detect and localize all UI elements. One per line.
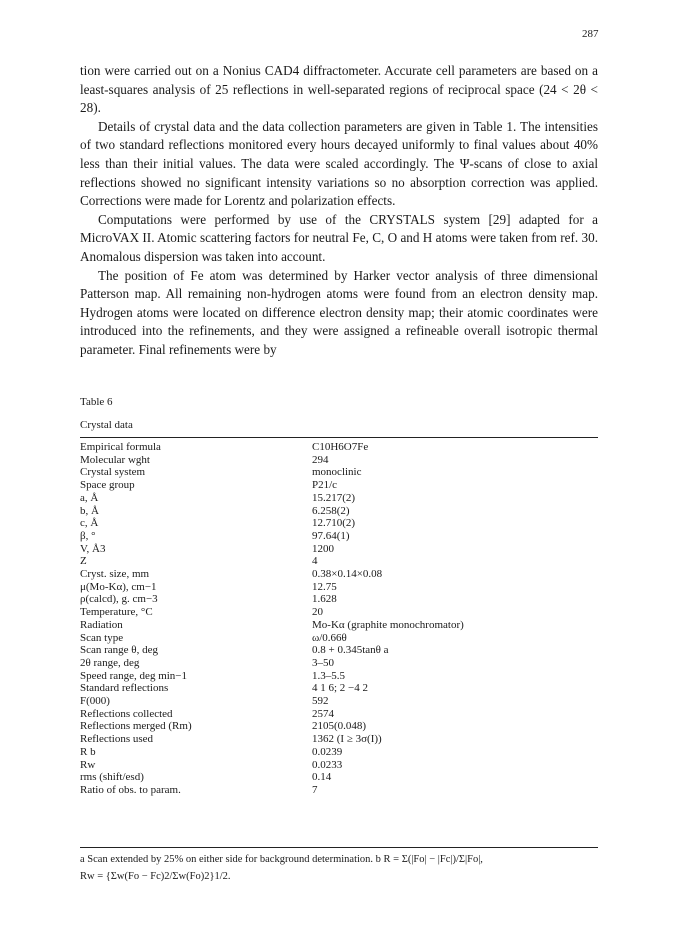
table-row [80,492,598,505]
parameter-cell: Standard reflections [80,682,169,695]
parameter-cell: Radiation [80,618,123,631]
table-row [80,619,598,632]
table-body [80,441,598,797]
value-cell: monoclinic [312,466,362,479]
crystal-data-table [80,441,598,797]
parameter-cell: Speed range, deg min−1 [80,669,188,682]
parameter-cell: β, ° [80,529,96,542]
footnote-b: b R = Σ(|Fo| − |Fc|)/Σ|Fo|, [375,854,483,865]
value-cell: 4 1 6; 2 −4 2 [312,682,369,695]
table-row [80,644,598,657]
value-cell: 4 [312,555,318,568]
parameter-cell: μ(Mo-Kα), cm−1 [80,580,157,593]
table-row [80,746,598,759]
value-cell: 12.710(2) [312,517,356,530]
value-cell: 1200 [312,542,334,555]
footnote-line-1 [80,851,598,868]
value-cell: Mo-Kα (graphite monochromator) [312,618,464,631]
value-cell: C10H6O7Fe [312,441,369,453]
table-top-rule [80,437,598,438]
value-cell: 6.258(2) [312,504,350,517]
table-title: Crystal data [80,419,133,431]
table-row [80,505,598,518]
value-cell: 1.628 [312,593,337,606]
value-cell: P21/c [312,479,338,492]
parameter-cell: Space group [80,479,135,492]
table-row [80,593,598,606]
footnote-a: a Scan extended by 25% on either side for background determination. [80,854,374,865]
value-cell: ω/0.66θ [312,631,347,644]
value-cell: 0.0233 [312,758,343,771]
table-row [80,632,598,645]
parameter-cell: Scan range θ, deg [80,644,158,657]
table-row [80,517,598,530]
parameter-cell: Reflections merged (Rm) [80,720,192,733]
value-cell: 294 [312,453,329,466]
value-cell: 20 [312,606,323,619]
table-row [80,606,598,619]
paragraph: Details of crystal data and the data collection parameters are given in Table 1. The intensities of two standard reflections monitored every hours decayed uniformly to final values about 40% less than their initial values. The data were scaled accordingly. The Ψ-scans of close to axial reflections showed no significant intensity variations so no absorption correction was applied. Corrections were made for Lorentz and polarization effects. [80,118,598,209]
table-row [80,441,598,454]
parameter-cell: Scan type [80,631,124,644]
value-cell: 1.3–5.5 [312,669,345,682]
table-row [80,682,598,695]
footnote-rw: Rw = {Σw(Fo − Fc)2/Σw(Fo)2}1/2. [80,871,231,882]
value-cell: 12.75 [312,580,337,593]
value-cell: 1362 (I ≥ 3σ(I)) [312,733,382,746]
parameter-cell: Temperature, °C [80,606,153,619]
parameter-cell: b, Å [80,504,99,517]
value-cell: 0.8 + 0.345tanθ a [312,644,389,657]
table-footnote [80,851,598,885]
parameter-cell: F(000) [80,695,110,708]
table-row [80,479,598,492]
parameter-cell: ρ(calcd), g. cm−3 [80,593,158,606]
paragraph: tion were carried out on a Nonius CAD4 diffractometer. Accurate cell parameters are based on a least-squares analysis of 25 reflections in well-separated regions of reciprocal space (24 < 2θ < 28). [80,63,598,116]
table-row [80,543,598,556]
parameter-cell: Crystal system [80,466,146,479]
table-row [80,568,598,581]
table-row [80,581,598,594]
table-row [80,759,598,772]
parameter-cell: R b [80,745,96,758]
value-cell: 97.64(1) [312,529,350,542]
parameter-cell: a, Å [80,491,99,504]
parameter-cell: Ratio of obs. to param. [80,783,181,796]
value-cell: 0.0239 [312,745,343,758]
table-row [80,695,598,708]
value-cell: 2574 [312,707,334,720]
table-row [80,466,598,479]
parameter-cell: Reflections used [80,733,154,746]
value-cell: 0.14 [312,771,332,784]
table-row [80,720,598,733]
parameter-cell: c, Å [80,517,99,530]
table-row [80,733,598,746]
body-text [80,62,598,360]
table-number: Table 6 [80,396,113,408]
value-cell: 592 [312,695,329,708]
parameter-cell: Z [80,555,87,568]
value-cell: 7 [312,783,318,796]
parameter-cell: Molecular wght [80,453,150,466]
table-bottom-rule [80,847,598,848]
table-row [80,784,598,797]
parameter-cell: rms (shift/esd) [80,771,144,784]
table-row [80,771,598,784]
parameter-cell: Empirical formula [80,441,161,453]
value-cell: 2105(0.048) [312,720,367,733]
table-row [80,670,598,683]
table-row [80,555,598,568]
value-cell: 0.38×0.14×0.08 [312,568,383,581]
table-row [80,657,598,670]
parameter-cell: Rw [80,758,96,771]
table-row [80,530,598,543]
parameter-cell: Reflections collected [80,707,173,720]
value-cell: 3–50 [312,656,334,669]
parameter-cell: V, Å3 [80,542,106,555]
paragraph: The position of Fe atom was determined by Harker vector analysis of three dimensional Patterson map. All remaining non-hydrogen atoms were found from an electron density map. Hydrogen atoms were located on difference electron density map; their atomic coordinates were introduced into the refinements, and they were assigned a refineable overall isotropic thermal parameter. Final refinements were by [80,267,598,357]
paragraph: Computations were performed by use of the CRYSTALS system [29] adapted for a MicroVAX II. Atomic scattering factors for neutral Fe, C, O and H atoms were taken from ref. 30. Anomalous dispersion was taken into account. [80,211,598,264]
parameter-cell: Cryst. size, mm [80,568,150,581]
table-row [80,708,598,721]
value-cell: 15.217(2) [312,491,356,504]
page-number: 287 [582,28,599,40]
table-row [80,454,598,467]
parameter-cell: 2θ range, deg [80,656,140,669]
